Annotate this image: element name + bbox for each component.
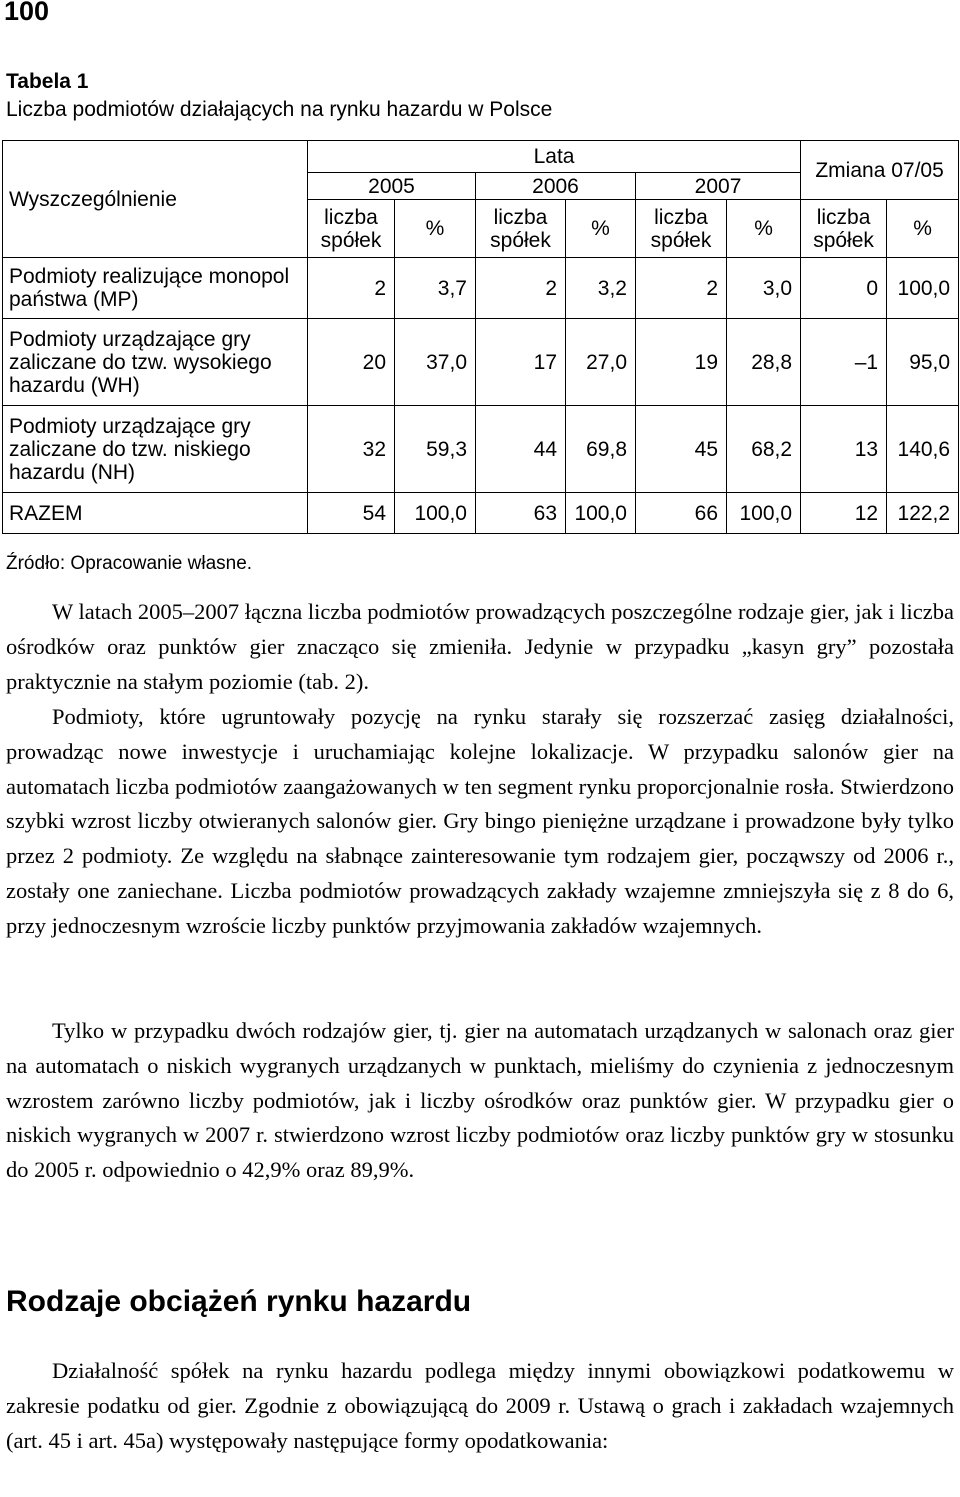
header-year: 2007 (636, 173, 801, 200)
table-cell: 100,0 (887, 258, 959, 319)
header-percent: % (566, 200, 636, 258)
table-cell: 44 (476, 406, 566, 493)
row-label: Podmioty urządzające gry zaliczane do tzw. wysokiego hazardu (WH) (3, 319, 308, 406)
header-percent: % (727, 200, 801, 258)
page-number: 100 (4, 0, 50, 26)
header-percent: % (887, 200, 959, 258)
header-count: liczba spółek (476, 200, 566, 258)
table-cell: 3,2 (566, 258, 636, 319)
row-label: RAZEM (3, 493, 308, 534)
header-description: Wyszczególnienie (3, 141, 308, 258)
body-paragraph: Tylko w przypadku dwóch rodzajów gier, tj. gier na automatach urządzanych w salonach oraz gier na automatach o niskich wygranych urządzanych w punktach, mieliśmy do czynienia z jednoczesnym wzrostem zarówno liczby podmiotów, jak i liczby ośrodków oraz punktów gier. W przypadku gier o niskich wygranych w 2007 r. stwierdzono wzrost liczby podmiotów oraz liczby punktów gry w stosunku do 2005 r. odpowiednio o 42,9% oraz 89,9%. (6, 1018, 954, 1183)
table-cell: 0 (801, 258, 887, 319)
table-cell: 2 (636, 258, 727, 319)
table-source: Źródło: Opracowanie własne. (6, 553, 253, 574)
table-cell: 3,7 (395, 258, 476, 319)
data-table (2, 140, 959, 534)
row-label: Podmioty urządzające gry zaliczane do tzw. niskiego hazardu (NH) (3, 406, 308, 493)
table-caption: Liczba podmiotów działających na rynku hazardu w Polsce (6, 98, 553, 121)
table-cell: 59,3 (395, 406, 476, 493)
table-cell: 122,2 (887, 493, 959, 534)
table-cell: 27,0 (566, 319, 636, 406)
table-cell: 140,6 (887, 406, 959, 493)
header-change: Zmiana 07/05 (801, 141, 959, 200)
table-cell: 12 (801, 493, 887, 534)
header-year: 2005 (308, 173, 476, 200)
table-cell: 69,8 (566, 406, 636, 493)
table-cell: 13 (801, 406, 887, 493)
table-cell: 20 (308, 319, 395, 406)
table-cell: 68,2 (727, 406, 801, 493)
section-heading: Rodzaje obciążeń rynku hazardu (6, 1285, 472, 1318)
body-paragraph: W latach 2005–2007 łączna liczba podmiotów prowadzących poszczególne rodzaje gier, jak i liczba ośrodków oraz punktów gier znacząco się zmieniła. Jedynie w przypadku „kasyn gry” pozostała praktycznie na stałym poziomie (tab. 2). (6, 599, 954, 694)
header-percent: % (395, 200, 476, 258)
table-cell: 32 (308, 406, 395, 493)
body-paragraph: Działalność spółek na rynku hazardu podlega między innymi obowiązkowi podatkowemu w zakresie podatku od gier. Zgodnie z obowiązującą do 2009 r. Ustawą o grach i zakładach wzajemnych (art. 45 i art. 45a) występowały następujące formy opodatkowania: (6, 1358, 954, 1453)
header-count: liczba spółek (308, 200, 395, 258)
row-label: Podmioty realizujące monopol państwa (MP) (3, 258, 308, 319)
table-cell: 2 (476, 258, 566, 319)
table-cell: 95,0 (887, 319, 959, 406)
header-count: liczba spółek (801, 200, 887, 258)
table-cell: 28,8 (727, 319, 801, 406)
table-row-total (3, 493, 959, 534)
table-label: Tabela 1 (6, 70, 89, 93)
table-cell: 45 (636, 406, 727, 493)
table-row (3, 406, 959, 493)
table-cell: 63 (476, 493, 566, 534)
table-cell: 100,0 (727, 493, 801, 534)
table-cell: 2 (308, 258, 395, 319)
table-cell: –1 (801, 319, 887, 406)
table-cell: 37,0 (395, 319, 476, 406)
table-cell: 66 (636, 493, 727, 534)
table-cell: 100,0 (395, 493, 476, 534)
table-row (3, 258, 959, 319)
header-years-group: Lata (308, 141, 801, 173)
body-paragraph: Podmioty, które ugruntowały pozycję na rynku starały się rozszerzać zasięg działalności, prowadząc nowe inwestycje i uruchamiając kolejne lokalizacje. W przypadku salonów gier na automatach liczba podmiotów zaangażowanych w ten segment rynku proporcjonalnie rosła. Stwierdzono szybki wzrost liczby otwieranych salonów gier. Gry bingo pieniężne urządzane i prowadzone były tylko przez 2 podmioty. Ze względu na słabnące zainteresowanie tym rodzajem gier, począwszy od 2006 r., zostały one zaniechane. Liczba podmiotów prowadzących zakłady wzajemne zmniejszyła się z 8 do 6, przy jednoczesnym wzroście liczby punktów przyjmowania zakładów wzajemnych. (6, 704, 954, 938)
table-row (3, 319, 959, 406)
table-cell: 3,0 (727, 258, 801, 319)
table-cell: 100,0 (566, 493, 636, 534)
table-cell: 17 (476, 319, 566, 406)
table-cell: 54 (308, 493, 395, 534)
header-count: liczba spółek (636, 200, 727, 258)
header-year: 2006 (476, 173, 636, 200)
table-cell: 19 (636, 319, 727, 406)
